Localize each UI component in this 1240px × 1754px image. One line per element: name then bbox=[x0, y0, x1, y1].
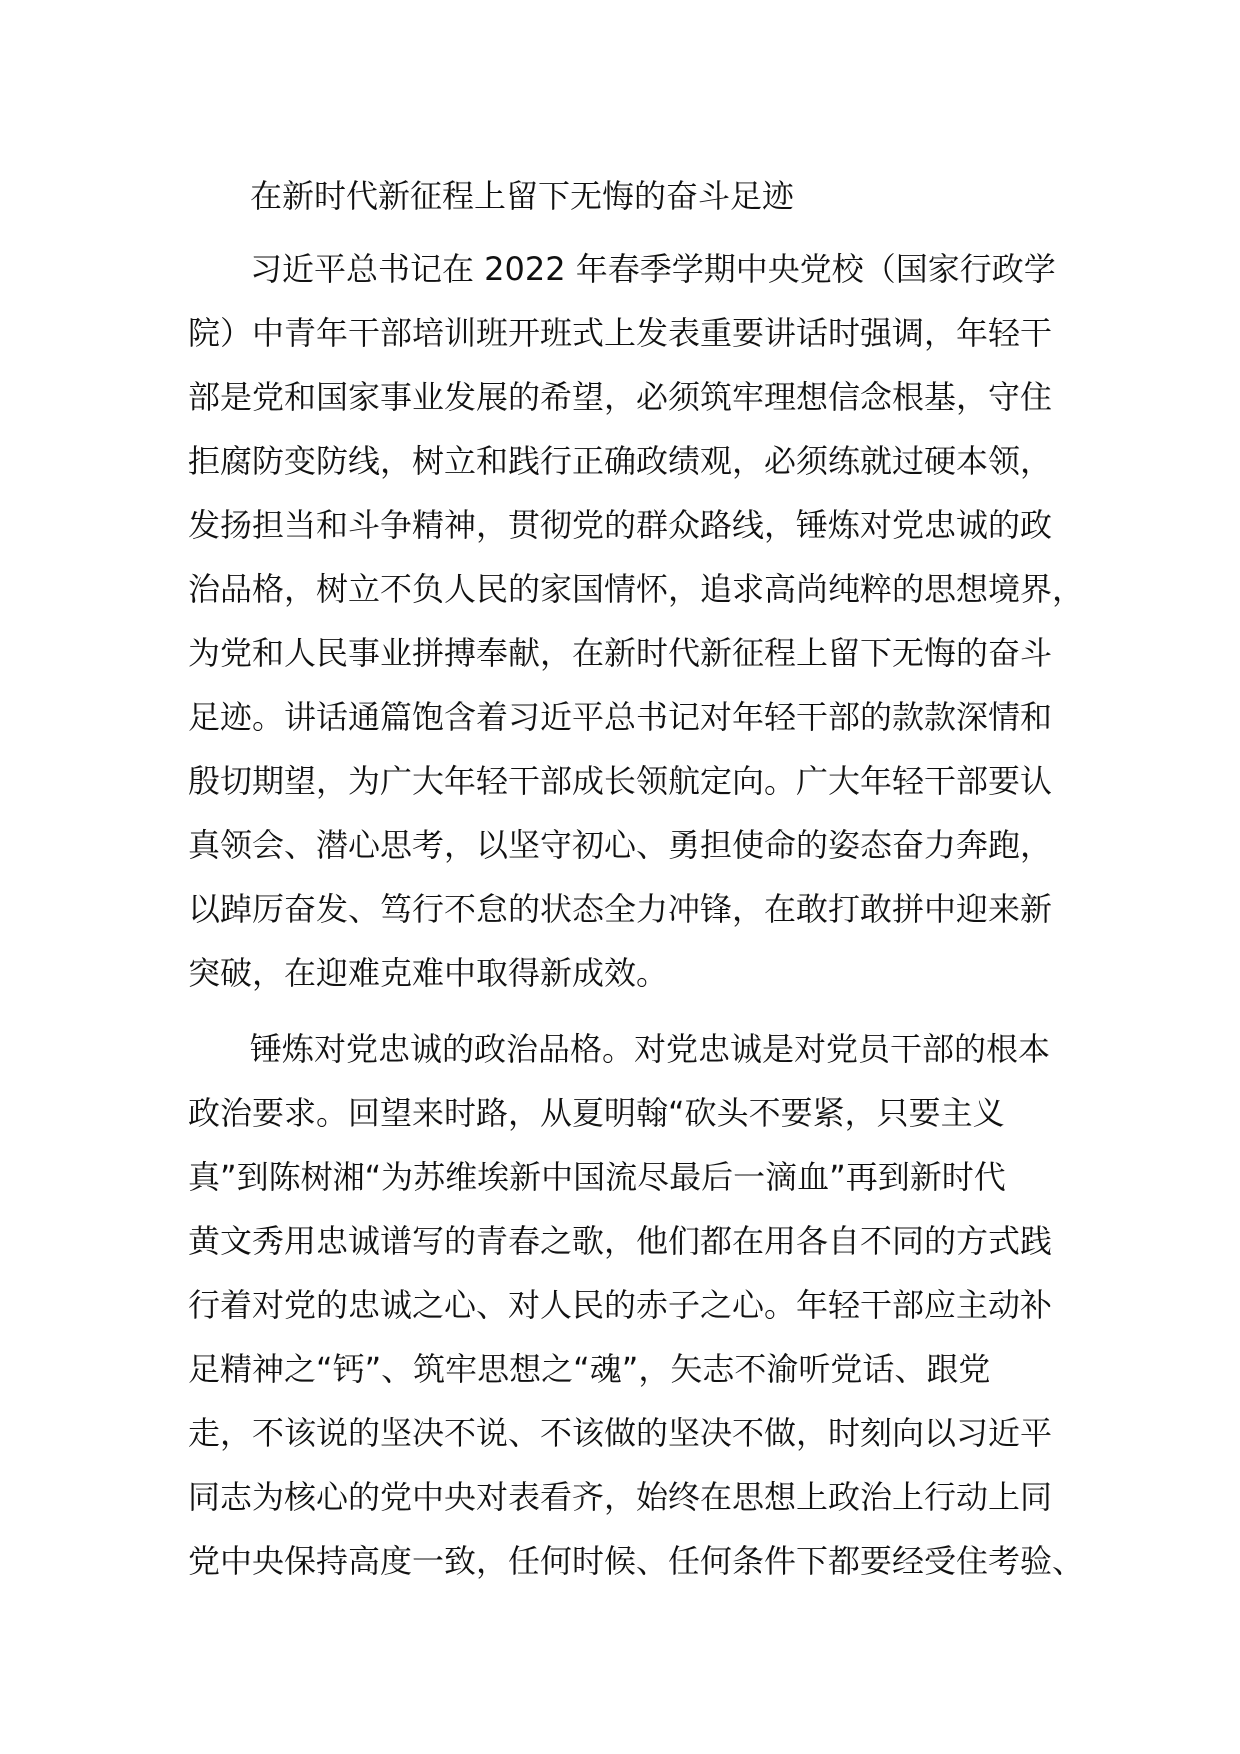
paragraph-line: 习近平总书记在 2022 年春季学期中央党校（国家行政学 bbox=[250, 250, 1056, 288]
paragraph-line: 突破，在迎难克难中取得新成效。 bbox=[188, 954, 669, 992]
paragraph-line: 为党和人民事业拼搏奉献，在新时代新征程上留下无悔的奋斗 bbox=[188, 634, 1053, 672]
paragraph-line: 拒腐防变防线，树立和践行正确政绩观，必须练就过硬本领， bbox=[188, 442, 1053, 480]
paragraph-line: 发扬担当和斗争精神，贯彻党的群众路线，锤炼对党忠诚的政 bbox=[188, 506, 1053, 544]
paragraph-line: 以踔厉奋发、笃行不怠的状态全力冲锋，在敢打敢拼中迎来新 bbox=[188, 890, 1053, 928]
paragraph-line: 治品格，树立不负人民的家国情怀，追求高尚纯粹的思想境界， bbox=[188, 570, 1085, 608]
paragraph-line: 行着对党的忠诚之心、对人民的赤子之心。年轻干部应主动补 bbox=[188, 1286, 1053, 1324]
paragraph-line: 走，不该说的坚决不说、不该做的坚决不做，时刻向以习近平 bbox=[188, 1414, 1053, 1452]
paragraph-line: 同志为核心的党中央对表看齐，始终在思想上政治上行动上同 bbox=[188, 1478, 1053, 1516]
document-title: 在新时代新征程上留下无悔的奋斗足迹 bbox=[250, 177, 795, 215]
paragraph-line: 殷切期望，为广大年轻干部成长领航定向。广大年轻干部要认 bbox=[188, 762, 1053, 800]
paragraph-line: 部是党和国家事业发展的希望，必须筑牢理想信念根基，守住 bbox=[188, 378, 1053, 416]
paragraph-line: 政治要求。回望来时路，从夏明翰“砍头不要紧，只要主义 bbox=[188, 1094, 1005, 1132]
paragraph-line: 黄文秀用忠诚谱写的青春之歌，他们都在用各自不同的方式践 bbox=[188, 1222, 1053, 1260]
paragraph-1 bbox=[188, 237, 1085, 1005]
paragraph-line: 真领会、潜心思考，以坚守初心、勇担使命的姿态奋力奔跑， bbox=[188, 826, 1053, 864]
paragraph-line: 足迹。讲话通篇饱含着习近平总书记对年轻干部的款款深情和 bbox=[188, 698, 1053, 736]
paragraph-line: 真”到陈树湘“为苏维埃新中国流尽最后一滴血”再到新时代 bbox=[188, 1158, 1006, 1196]
paragraph-line: 锤炼对党忠诚的政治品格。对党忠诚是对党员干部的根本 bbox=[250, 1030, 1051, 1068]
paragraph-2 bbox=[188, 1017, 1085, 1593]
paragraph-line: 党中央保持高度一致，任何时候、任何条件下都要经受住考验、 bbox=[188, 1542, 1085, 1580]
paragraph-line: 足精神之“钙”、筑牢思想之“魂”，矢志不渝听党话、跟党 bbox=[188, 1350, 991, 1388]
paragraph-line: 院）中青年干部培训班开班式上发表重要讲话时强调，年轻干 bbox=[188, 314, 1053, 352]
